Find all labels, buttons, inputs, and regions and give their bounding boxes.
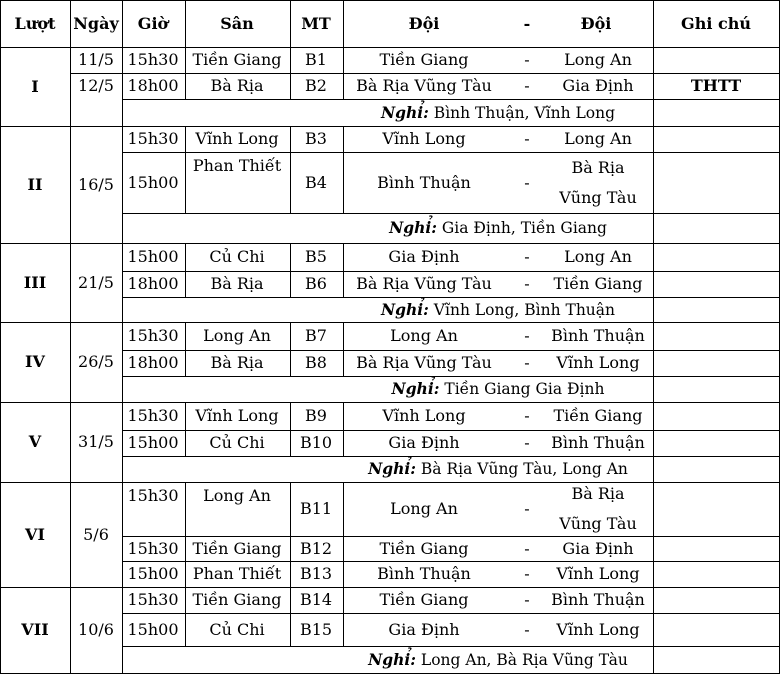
col-line <box>290 587 291 646</box>
away-team-line1: Bà Rịa <box>571 484 625 503</box>
match-venue: Tiền Giang <box>192 538 282 558</box>
match-code: B4 <box>305 172 327 192</box>
match-venue: Củ Chi <box>209 619 265 639</box>
col-line <box>70 482 71 587</box>
away-team: Bình Thuận <box>551 326 645 345</box>
header-match: MT <box>301 14 331 33</box>
col-line <box>343 587 344 646</box>
match-time: 18h00 <box>127 274 179 293</box>
match-code: B10 <box>299 433 333 452</box>
col-line <box>343 402 344 456</box>
round-label: III <box>23 272 47 292</box>
home-team: Vĩnh Long <box>382 406 466 425</box>
rest-teams <box>389 219 607 237</box>
match-code: B11 <box>299 499 333 518</box>
col-line <box>653 126 654 243</box>
col-line <box>70 322 71 402</box>
match-time: 18h00 <box>127 76 179 95</box>
match-venue: Vĩnh Long <box>195 129 279 148</box>
rest-divider <box>122 456 779 457</box>
match-time: 15h30 <box>127 590 179 609</box>
header-col-line <box>122 0 123 47</box>
header-team1: Đội <box>408 14 440 33</box>
away-team: Gia Định <box>562 76 634 95</box>
away-team: Gia Định <box>562 538 634 558</box>
away-team: Long An <box>564 129 632 148</box>
away-team-line2: Vũng Tàu <box>559 187 637 207</box>
home-team: Tiền Giang <box>379 50 469 69</box>
home-team: Bình Thuận <box>377 172 471 192</box>
vs-dash: - <box>524 326 530 345</box>
col-line <box>122 126 123 243</box>
vs-dash: - <box>524 353 530 372</box>
home-team: Bà Rịa Vũng Tàu <box>356 353 492 372</box>
match-date: 11/5 <box>78 50 114 69</box>
col-line <box>653 402 654 482</box>
match-time: 15h00 <box>127 433 179 452</box>
match-code: B1 <box>305 50 327 69</box>
round-label: V <box>28 432 42 451</box>
col-line <box>122 402 123 482</box>
match-note: THTT <box>690 76 742 95</box>
rest-teams <box>381 301 615 319</box>
row-divider <box>122 536 779 537</box>
col-line <box>185 587 186 646</box>
rest-value: Vĩnh Long, Bình Thuận <box>428 300 616 319</box>
header-round: Lượt <box>14 14 56 33</box>
col-line <box>122 322 123 402</box>
round-label: II <box>27 174 43 194</box>
round-divider <box>0 126 780 127</box>
home-team: Vĩnh Long <box>382 129 466 148</box>
rest-label: Nghỉ: <box>389 218 437 237</box>
home-team: Long An <box>390 326 458 345</box>
col-line <box>185 243 186 297</box>
round-divider <box>0 587 780 588</box>
header-divider <box>0 47 780 48</box>
rest-teams <box>381 104 615 122</box>
round-label: VI <box>25 524 45 544</box>
match-venue: Phan Thiết <box>192 156 282 175</box>
col-line <box>343 126 344 213</box>
match-venue: Củ Chi <box>209 433 265 452</box>
round-date: 31/5 <box>78 432 114 451</box>
rest-teams <box>368 651 628 669</box>
match-time: 15h00 <box>127 172 179 192</box>
vs-dash: - <box>524 76 530 95</box>
rest-divider <box>122 376 779 377</box>
rest-divider <box>122 297 779 298</box>
col-line <box>343 482 344 587</box>
round-date: 10/6 <box>78 620 114 639</box>
vs-dash: - <box>524 406 530 425</box>
col-line <box>653 322 654 402</box>
row-divider <box>122 271 779 272</box>
match-time: 18h00 <box>127 353 179 372</box>
rest-divider <box>122 99 779 100</box>
vs-dash: - <box>524 499 530 518</box>
header-col-line <box>653 0 654 47</box>
col-line <box>70 587 71 673</box>
match-code: B14 <box>299 590 333 609</box>
match-time: 15h30 <box>127 486 179 505</box>
match-code: B13 <box>299 564 333 583</box>
home-team: Tiền Giang <box>379 538 469 558</box>
round-divider <box>0 243 780 244</box>
match-code: B5 <box>305 247 327 266</box>
col-line <box>653 482 654 587</box>
away-team-line1: Bà Rịa <box>571 157 625 177</box>
rest-teams <box>368 460 628 478</box>
col-line <box>70 402 71 482</box>
col-line <box>70 126 71 243</box>
rest-label: Nghỉ: <box>380 299 429 319</box>
match-code: B6 <box>305 274 327 293</box>
vs-dash: - <box>524 590 530 609</box>
match-venue: Bà Rịa <box>210 274 264 293</box>
header-col-line <box>70 0 71 47</box>
match-time: 15h30 <box>127 406 179 425</box>
rest-value: Bà Rịa Vũng Tàu, Long An <box>415 460 628 478</box>
col-line <box>653 243 654 322</box>
rest-label: Nghỉ: <box>380 102 429 122</box>
round-divider <box>0 322 780 323</box>
rest-label: Nghỉ: <box>391 379 440 398</box>
round-label: I <box>31 76 39 96</box>
vs-dash: - <box>524 129 530 148</box>
col-line <box>343 322 344 376</box>
match-venue: Bà Rịa <box>210 353 264 372</box>
round-date: 26/5 <box>78 352 114 371</box>
away-team: Vĩnh Long <box>556 353 640 372</box>
match-time: 15h00 <box>127 564 179 583</box>
rest-value: Tiền Giang Gia Định <box>439 380 605 398</box>
col-line <box>653 587 654 673</box>
home-team: Gia Định <box>388 619 460 639</box>
header-time: Giờ <box>137 14 169 33</box>
match-time: 15h00 <box>127 247 179 266</box>
row-divider <box>122 613 779 614</box>
home-team: Gia Định <box>388 247 460 266</box>
away-team: Tiền Giang <box>553 406 643 425</box>
header-team2: Đội <box>580 14 612 33</box>
match-code: B15 <box>299 619 333 639</box>
away-team: Vĩnh Long <box>556 564 640 583</box>
rest-label: Nghỉ: <box>368 649 416 669</box>
header-date: Ngày <box>73 14 119 33</box>
match-venue: Phan Thiết <box>192 564 282 583</box>
round-divider <box>0 482 780 483</box>
table-border-left <box>0 0 1 674</box>
col-line <box>185 126 186 213</box>
rest-value: Long An, Bà Rịa Vũng Tàu <box>415 650 628 669</box>
col-line <box>122 47 123 126</box>
match-code: B12 <box>299 538 333 558</box>
row-divider <box>70 73 779 74</box>
col-line <box>290 402 291 456</box>
match-venue: Long An <box>203 326 271 345</box>
vs-dash: - <box>524 172 530 192</box>
round-date: 16/5 <box>78 174 114 194</box>
away-team-line2: Vũng Tàu <box>559 514 637 533</box>
rest-divider <box>122 213 779 214</box>
match-venue: Vĩnh Long <box>195 406 279 425</box>
away-team: Bình Thuận <box>551 590 645 609</box>
away-team: Tiền Giang <box>553 274 643 293</box>
match-venue: Long An <box>203 486 271 505</box>
round-divider <box>0 402 780 403</box>
col-line <box>290 322 291 376</box>
vs-dash: - <box>524 433 530 452</box>
header-col-line <box>343 0 344 47</box>
match-date: 12/5 <box>78 76 114 95</box>
away-team: Vĩnh Long <box>556 619 640 639</box>
col-line <box>290 482 291 587</box>
header-note: Ghi chú <box>681 14 751 33</box>
vs-dash: - <box>524 247 530 266</box>
home-team: Bình Thuận <box>377 564 471 583</box>
col-line <box>185 482 186 587</box>
round-label: VII <box>21 620 49 639</box>
rest-value: Gia Định, Tiền Giang <box>436 219 607 237</box>
away-team: Long An <box>564 50 632 69</box>
vs-dash: - <box>524 619 530 639</box>
col-line <box>122 243 123 322</box>
home-team: Tiền Giang <box>379 590 469 609</box>
match-code: B2 <box>305 76 327 95</box>
rest-teams <box>392 380 605 398</box>
home-team: Bà Rịa Vũng Tàu <box>356 274 492 293</box>
header-col-line <box>290 0 291 47</box>
match-time: 15h30 <box>127 326 179 345</box>
header-dash: - <box>523 14 531 33</box>
rest-value: Bình Thuận, Vĩnh Long <box>428 103 616 122</box>
away-team: Long An <box>564 247 632 266</box>
col-line <box>343 243 344 297</box>
away-team: Bình Thuận <box>551 433 645 452</box>
match-venue: Bà Rịa <box>210 76 264 95</box>
match-time: 15h00 <box>127 619 179 639</box>
match-code: B3 <box>305 129 327 148</box>
col-line <box>290 243 291 297</box>
match-code: B9 <box>305 406 327 425</box>
col-line <box>122 587 123 673</box>
match-venue: Tiền Giang <box>192 50 282 69</box>
table-border-top <box>0 0 780 1</box>
rest-label: Nghỉ: <box>368 459 416 478</box>
match-venue: Củ Chi <box>209 247 265 266</box>
round-label: IV <box>25 352 45 371</box>
row-divider <box>122 152 779 153</box>
vs-dash: - <box>524 274 530 293</box>
vs-dash: - <box>524 50 530 69</box>
col-line <box>185 322 186 376</box>
match-code: B8 <box>305 353 327 372</box>
home-team: Gia Định <box>388 433 460 452</box>
col-line <box>653 47 654 126</box>
vs-dash: - <box>524 538 530 558</box>
match-time: 15h30 <box>127 129 179 148</box>
col-line <box>122 482 123 587</box>
col-line <box>70 243 71 322</box>
header-venue: Sân <box>220 14 254 33</box>
rest-divider <box>122 646 779 647</box>
match-time: 15h30 <box>127 538 179 558</box>
col-line <box>185 402 186 456</box>
match-venue: Tiền Giang <box>192 590 282 609</box>
round-date: 21/5 <box>78 272 114 292</box>
col-line <box>70 47 71 126</box>
header-col-line <box>185 0 186 47</box>
match-time: 15h30 <box>127 50 179 69</box>
row-divider <box>122 350 779 351</box>
home-team: Bà Rịa Vũng Tàu <box>356 76 492 95</box>
round-date: 5/6 <box>83 524 109 544</box>
row-divider <box>122 561 779 562</box>
col-line <box>290 126 291 213</box>
match-code: B7 <box>305 326 327 345</box>
row-divider <box>122 430 779 431</box>
home-team: Long An <box>390 499 458 518</box>
vs-dash: - <box>524 564 530 583</box>
